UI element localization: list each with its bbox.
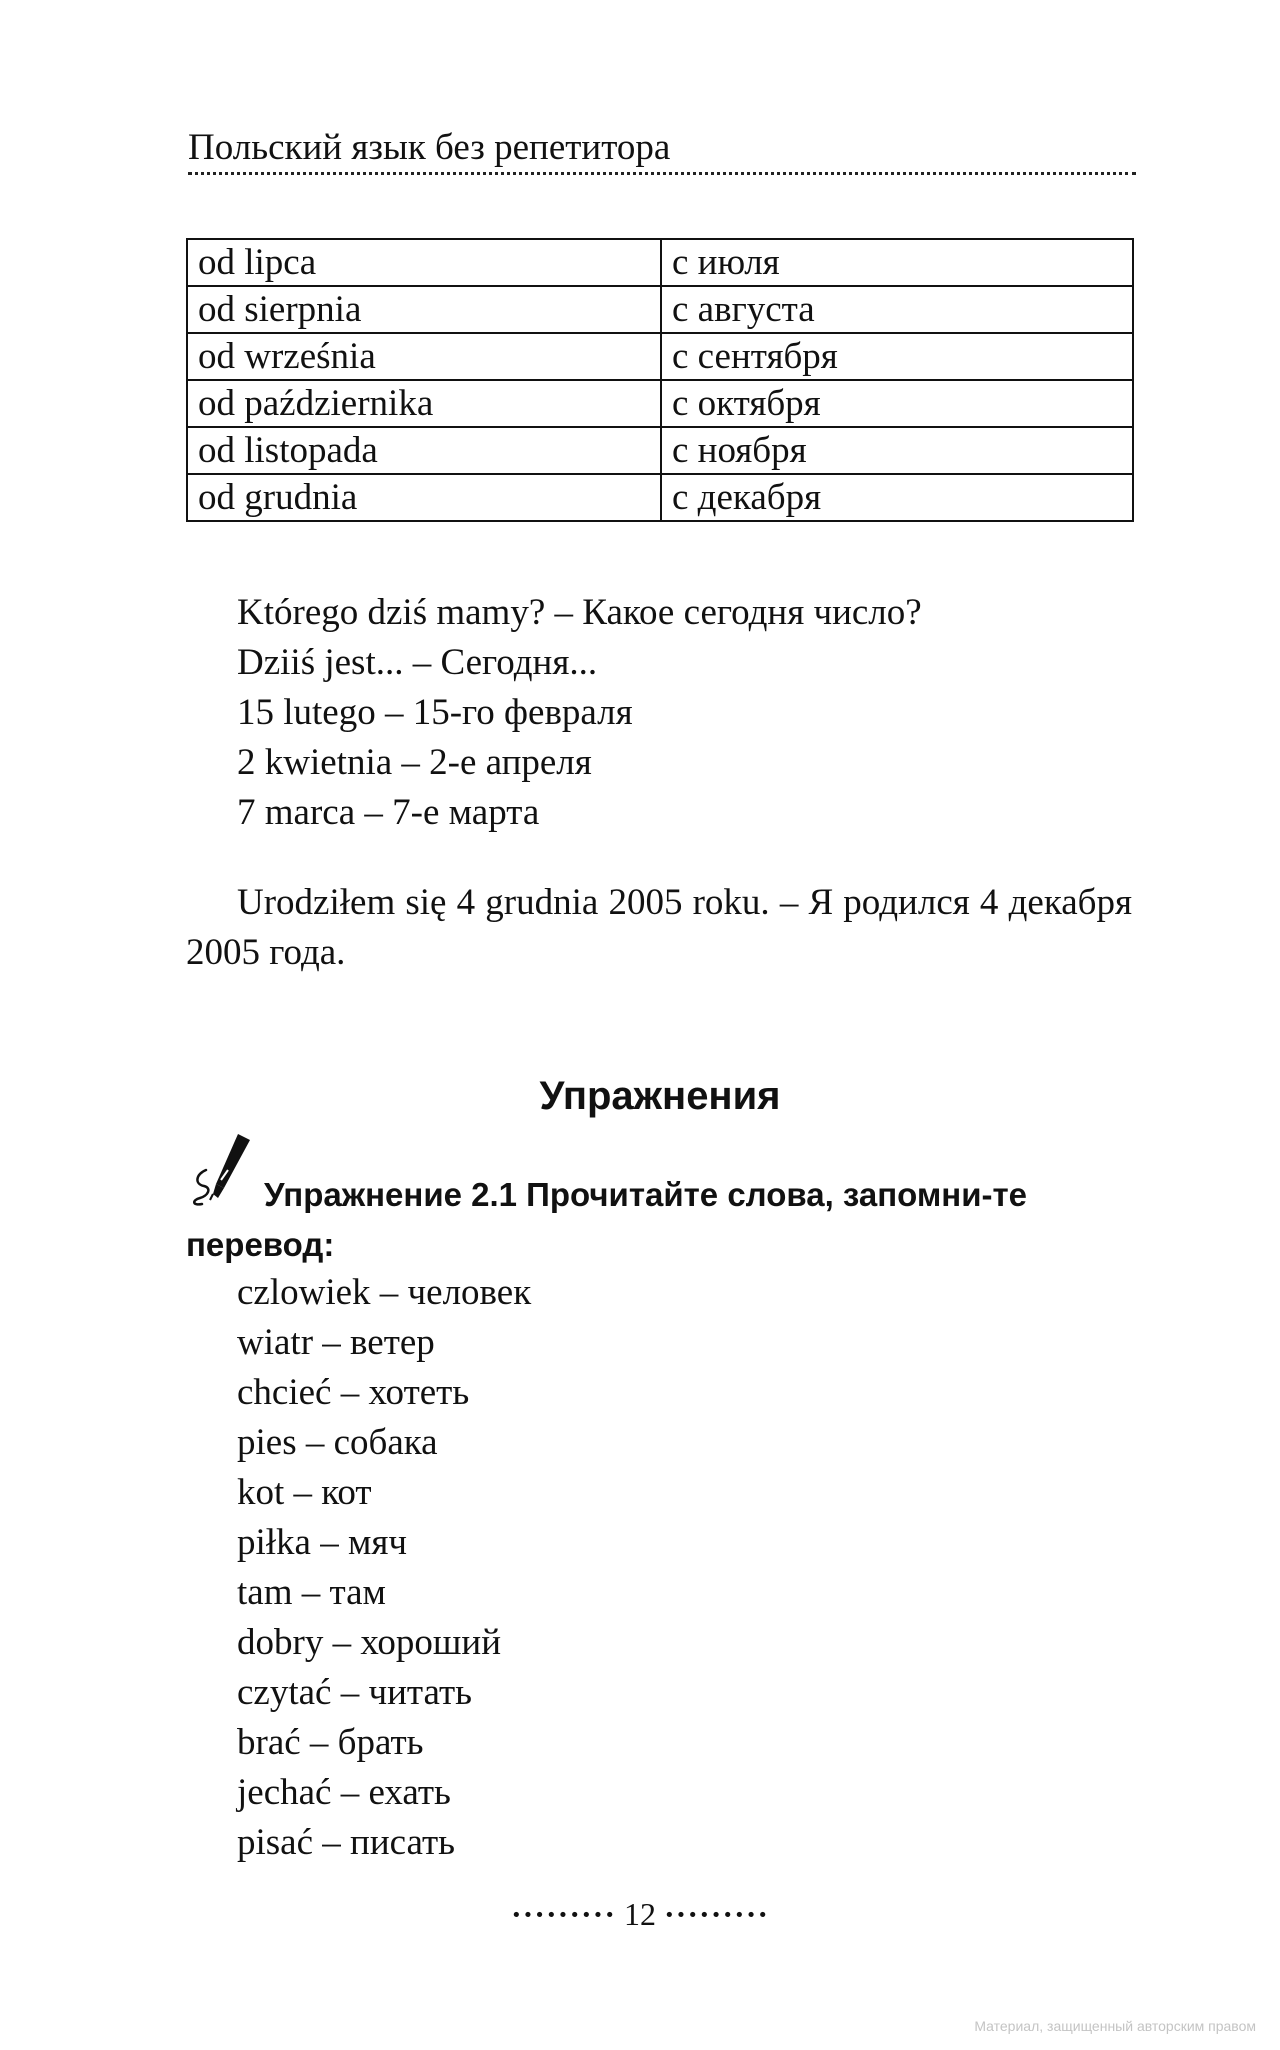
table-cell-russian: с октября: [661, 380, 1133, 427]
section-title: Упражнения: [539, 1074, 781, 1118]
table-row: [187, 239, 1133, 286]
list-item: wiatr – ветер: [237, 1322, 435, 1363]
birth-sentence: [186, 878, 1132, 978]
date-phrase-question: Którego dziś mamy? – Какое сегодня число?: [237, 592, 922, 633]
exercise-heading: Упражнение 2.1 Прочитайте слова, запомни-те перевод:: [186, 1176, 1028, 1263]
table-cell-polish: od lipca: [187, 239, 661, 286]
header-dotted-rule: [188, 172, 1136, 175]
vocab-list: [237, 1268, 531, 1868]
list-item: chcieć – хотеть: [237, 1372, 470, 1413]
table-cell-polish: od września: [187, 333, 661, 380]
table-cell-russian: с сентября: [661, 333, 1133, 380]
list-item: pies – собака: [237, 1422, 438, 1463]
table-cell-polish: od października: [187, 380, 661, 427]
list-item: brać – брать: [237, 1722, 424, 1763]
page-number: 12: [624, 1896, 656, 1932]
list-item: dobry – хороший: [237, 1622, 502, 1663]
table-cell-polish: od sierpnia: [187, 286, 661, 333]
table-row: [187, 380, 1133, 427]
table-cell-russian: с ноября: [661, 427, 1133, 474]
list-item: tam – там: [237, 1572, 386, 1613]
list-item: piłka – мяч: [237, 1522, 408, 1563]
footer-dots-left: ·········: [510, 1896, 616, 1932]
date-phrase-example: 15 lutego – 15-го февраля: [237, 692, 633, 733]
date-phrase-today: Dziiś jest... – Сегодня...: [237, 642, 598, 683]
table-cell-russian: с июля: [661, 239, 1133, 286]
table-cell-polish: od listopada: [187, 427, 661, 474]
list-item: jechać – ехать: [237, 1772, 451, 1813]
table-row: [187, 286, 1133, 333]
date-phrase-example: 2 kwietnia – 2-е апреля: [237, 742, 592, 783]
date-phrase-example: 7 marca – 7-е марта: [237, 792, 540, 833]
list-item: kot – кот: [237, 1472, 372, 1513]
list-item: pisać – писать: [237, 1822, 456, 1863]
table-cell-russian: с августа: [661, 286, 1133, 333]
footer-dots-right: ·········: [664, 1896, 770, 1932]
table-row: [187, 333, 1133, 380]
table-cell-russian: с декабря: [661, 474, 1133, 521]
page-footer: [0, 1892, 1280, 1936]
table-cell-polish: od grudnia: [187, 474, 661, 521]
table-row: [187, 474, 1133, 521]
table-row: [187, 427, 1133, 474]
birth-sentence-text: Urodziłem się 4 grudnia 2005 roku. – Я родился 4 декабря 2005 года.: [186, 882, 1132, 973]
list-item: czytać – читать: [237, 1672, 473, 1713]
running-header-title: Польский язык без репетитора: [188, 127, 671, 168]
copyright-watermark: Материал, защищенный авторским правом: [974, 2018, 1256, 2034]
list-item: czlowiek – человек: [237, 1272, 532, 1313]
months-table: [186, 238, 1134, 522]
